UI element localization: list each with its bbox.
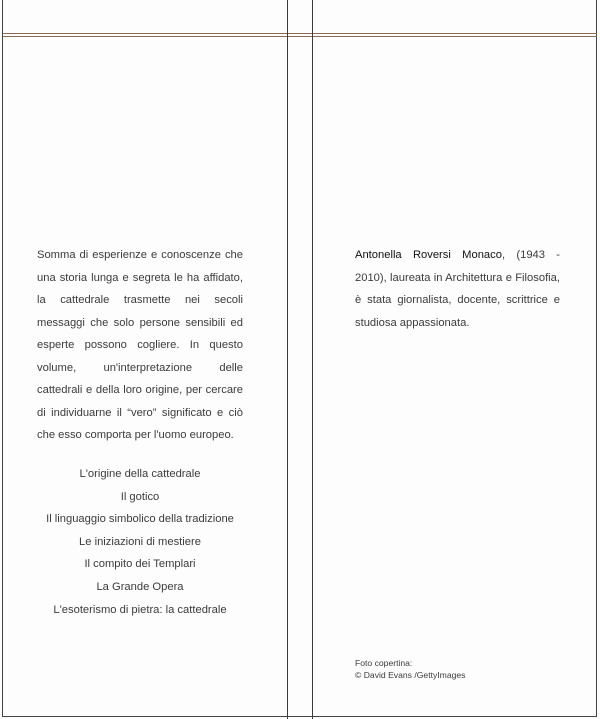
fold-line-left <box>287 0 288 719</box>
photo-credit-label: Foto copertina: <box>355 658 413 668</box>
double-rule-left <box>3 33 287 38</box>
photo-credit-text: © David Evans /GettyImages <box>355 670 466 680</box>
contents-item: Le iniziazioni di mestiere <box>79 535 201 548</box>
contents-item: L'esoterismo di pietra: la cattedrale <box>53 603 227 616</box>
contents-item: L'origine della cattedrale <box>79 468 201 480</box>
double-rule-right <box>313 33 597 38</box>
double-rule-spine <box>288 33 312 38</box>
contents-list <box>37 463 243 621</box>
contents-item: Il gotico <box>120 490 160 503</box>
author-name: Antonella Roversi Monaco <box>355 249 502 261</box>
fold-line-right <box>312 0 313 719</box>
contents-item: Il linguaggio simbolico della tradizione <box>46 513 234 526</box>
blurb-paragraph <box>37 244 243 447</box>
author-bio-text: , (1943 - 2010), laureata in Architettura e Filosofia, è stata giornalista, docente, scrittrice e studiosa appassionata. <box>355 249 560 329</box>
intro-text: Somma di esperienze e conoscenze che una storia lunga e segreta le ha affidato, la cattedrale trasmette nei secoli messaggi che solo persone sensibili ed esperte possono cogliere. In questo volume, un'interpretazione delle cattedrali e della loro origine, per cercare di individuarne il “vero” significato e ciò che esso comporta per l'uomo europeo. <box>37 249 243 441</box>
contents-item: Il compito dei Templari <box>84 558 196 571</box>
author-bio <box>355 244 560 334</box>
contents-item: La Grande Opera <box>96 580 184 593</box>
photo-credit <box>355 657 465 681</box>
